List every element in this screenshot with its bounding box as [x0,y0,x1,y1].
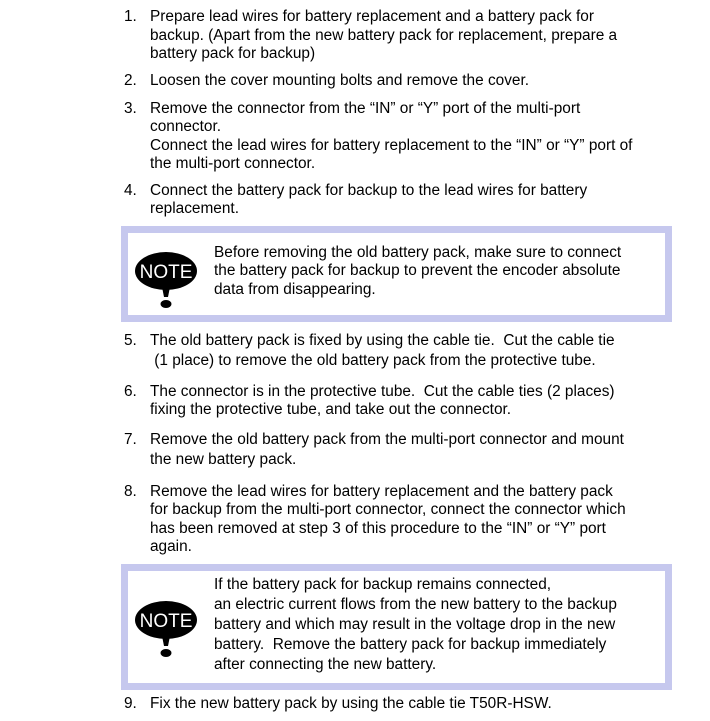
note-badge-graphic [132,594,200,658]
step-line: the new battery pack. [150,451,297,468]
step-line: connector. [150,118,222,136]
step-text [150,72,680,90]
step-number: 4. [124,182,137,199]
step-line: Remove the lead wires for battery replacement and the battery pack [150,483,613,500]
step-line: Prepare lead wires for battery replacement and a battery pack for [150,8,594,25]
note-text [214,575,617,675]
step-line: Connect the battery pack for backup to the lead wires for battery [150,182,588,199]
step-line: Remove the old battery pack from the multi-port connector and mount [150,431,624,448]
step-number: 3. [124,100,137,117]
note-box [121,226,672,322]
step-text [150,182,680,219]
step-number: 5. [124,332,137,349]
step-line: The connector is in the protective tube. Cut the cable ties (2 places) [150,383,615,400]
step-number: 9. [124,695,137,712]
step-line: Connect the lead wires for battery replacement to the “IN” or “Y” port of [150,136,633,154]
step-line: has been removed at step 3 of this procedure to the “IN” or “Y” port [150,519,606,537]
step-line: (1 place) to remove the old battery pack from the protective tube. [150,351,596,369]
step-line: for backup from the multi-port connector, connect the connector which [150,501,626,519]
step-number: 2. [124,72,137,89]
note-line: Before removing the old battery pack, make sure to connect [214,244,622,261]
note-line: data from disappearing. [214,280,376,298]
note-label: NOTE [139,611,193,632]
step-line: Fix the new battery pack by using the cable tie T50R-HSW. [150,695,552,712]
step-line: replacement. [150,200,239,218]
note-line: battery. Remove the battery pack for backup immediately [214,636,607,653]
note-label: NOTE [139,262,193,283]
step-line: Loosen the cover mounting bolts and remove the cover. [150,72,530,89]
note-line: the battery pack for backup to prevent the encoder absolute [214,262,621,280]
step-line: fixing the protective tube, and take out the connector. [150,401,512,419]
step-line: battery pack for backup) [150,45,316,62]
step-text [150,100,680,173]
step-line: Remove the connector from the “IN” or “Y” port of the multi-port [150,100,581,117]
step-text [150,430,680,470]
note-icon [132,594,200,658]
step-number: 8. [124,483,137,500]
note-line: an electric current flows from the new battery to the backup [214,596,617,613]
note-line: battery and which may result in the voltage drop in the new [214,616,616,633]
step-line: the multi-port connector. [150,154,316,172]
note-badge-graphic [132,245,200,309]
step-line: The old battery pack is fixed by using the cable tie. Cut the cable tie [150,332,615,349]
step-text [150,695,680,713]
step-number: 7. [124,431,137,448]
step-line: again. [150,537,192,555]
step-text [150,483,680,556]
step-line: backup. (Apart from the new battery pack for replacement, prepare a [150,26,618,44]
step-number: 1. [124,8,137,25]
step-text [150,383,680,420]
note-text [214,244,621,299]
step-number: 6. [124,383,137,400]
note-icon [132,245,200,309]
note-line: If the battery pack for backup remains connected, [214,576,552,593]
note-line: after connecting the new battery. [214,656,437,673]
step-text [150,8,680,64]
step-text [150,331,680,370]
note-box [121,564,672,690]
